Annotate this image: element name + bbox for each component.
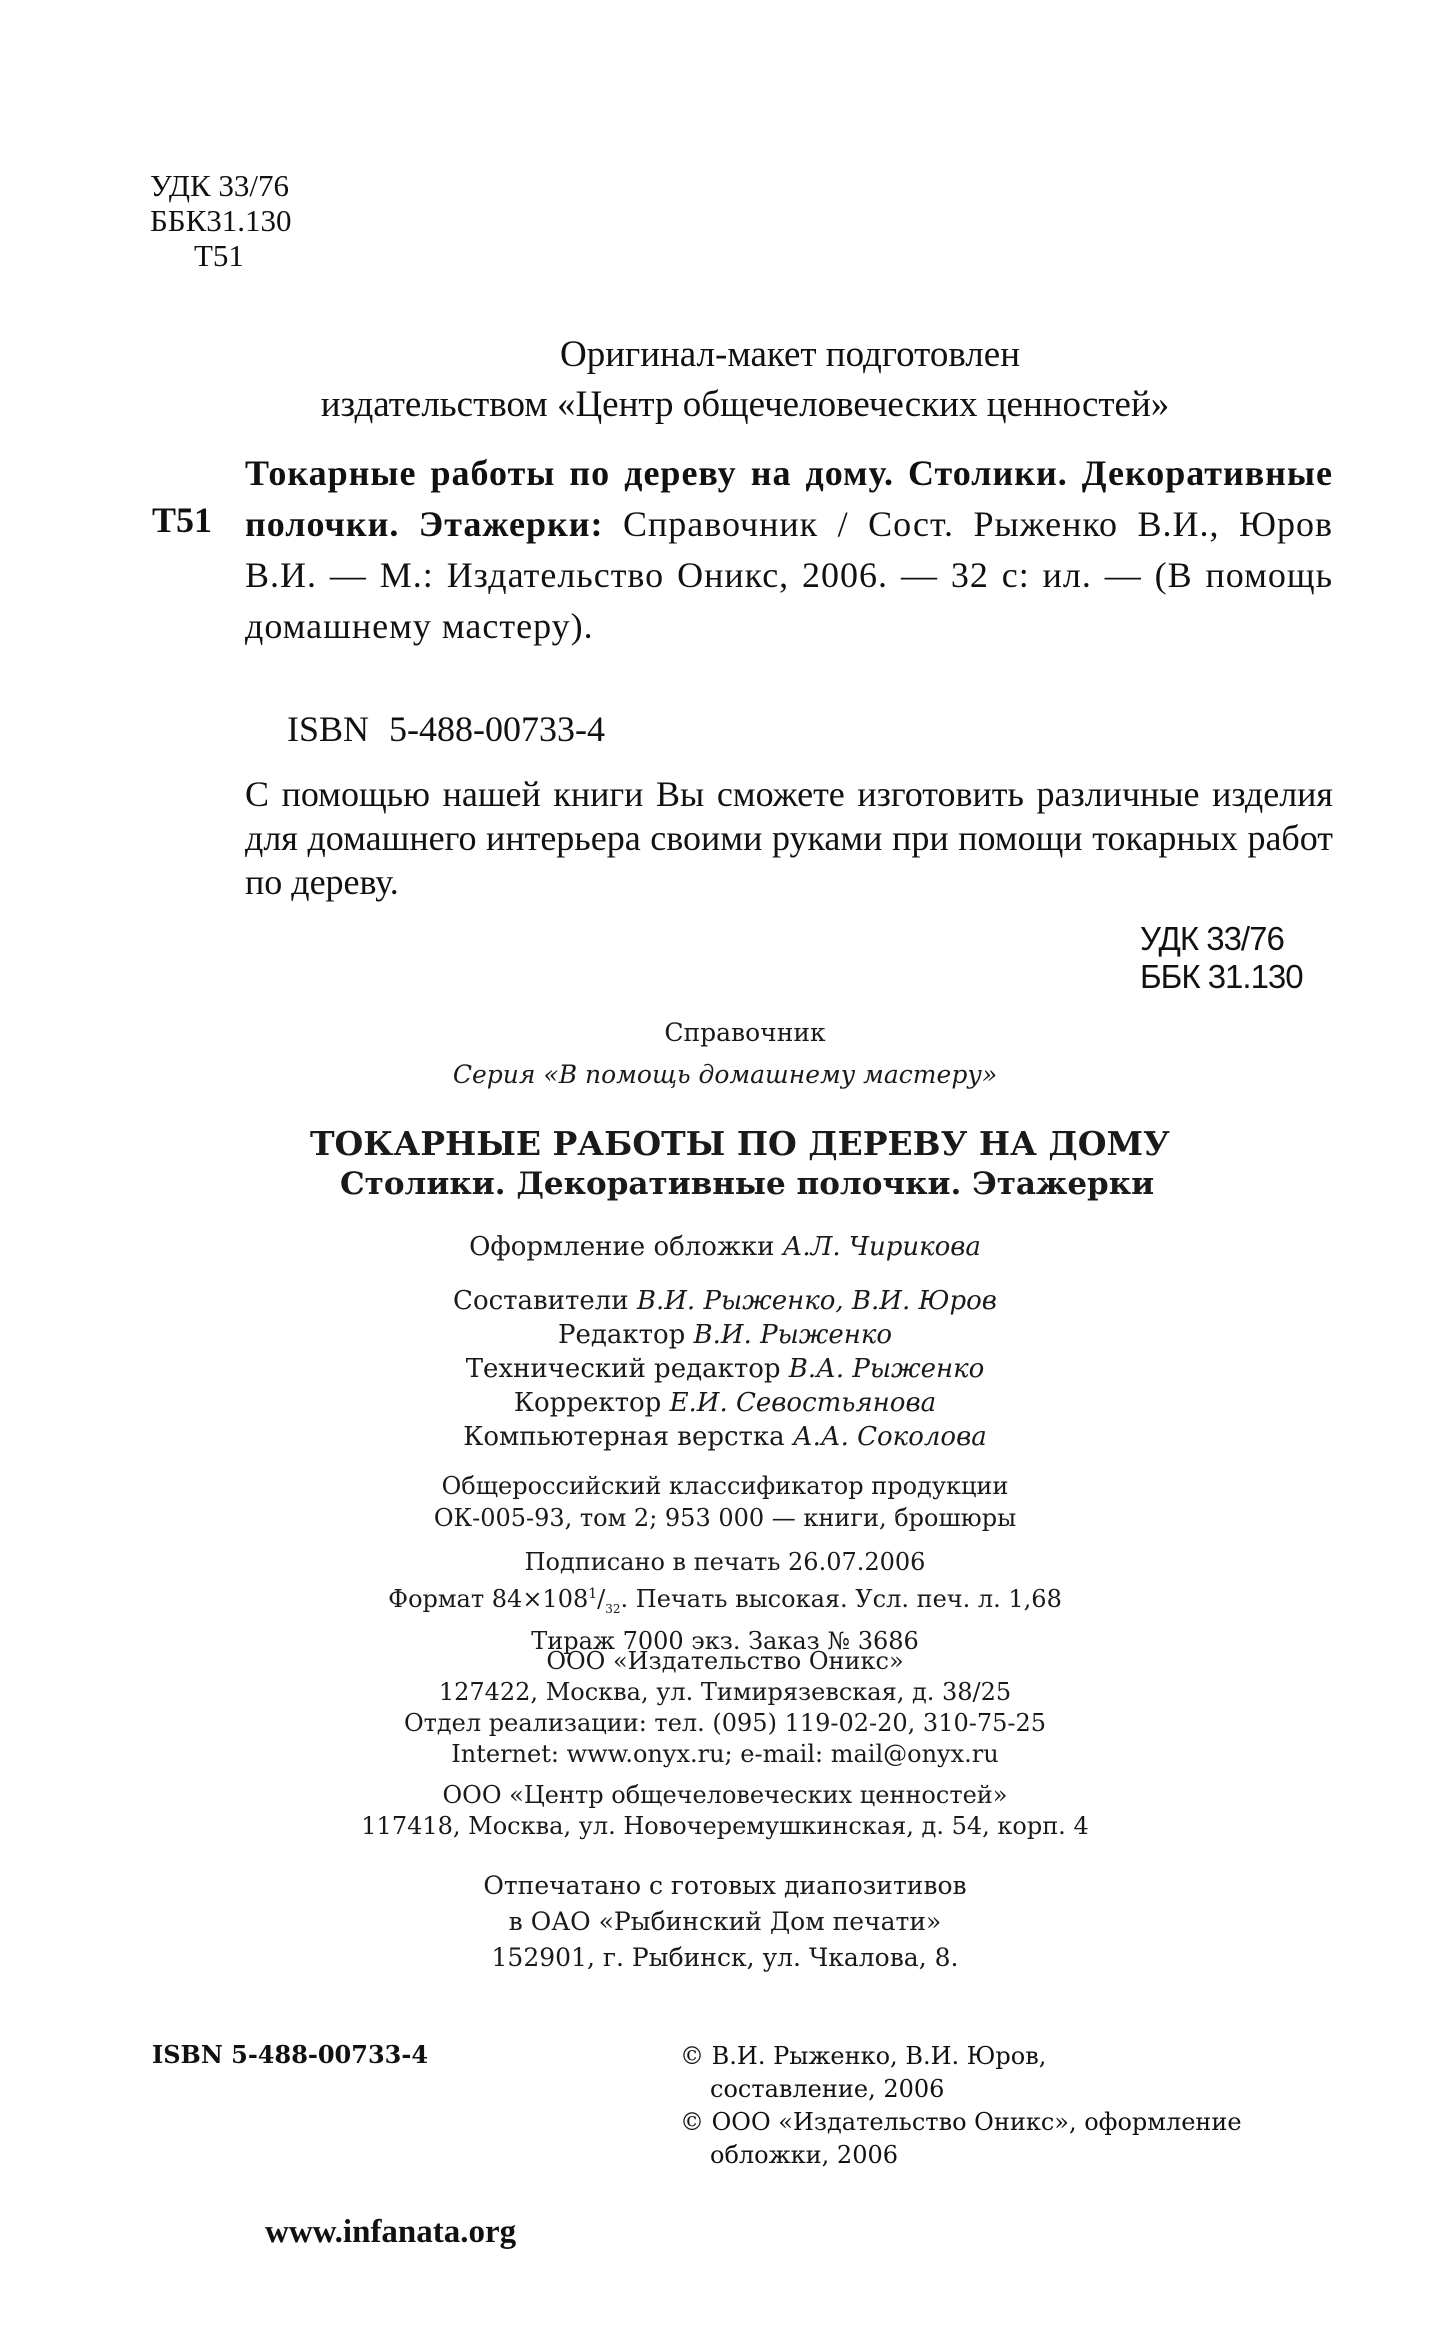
classification-block	[150, 168, 292, 273]
annotation	[245, 772, 1333, 904]
udk-code-repeat: УДК 33/76	[1140, 920, 1284, 957]
isbn-line	[287, 708, 605, 750]
publisher-address: 127422, Москва, ул. Тимирязевская, д. 38/25	[438, 1678, 1012, 1706]
book-title-bold: Токарные работы по дереву на дому. Столики. Декоративные полочки. Этажерки:	[245, 453, 1333, 544]
printer-block	[0, 1868, 1450, 1976]
credit-compilers: Составители В.И. Рыженко, В.И. Юров	[453, 1286, 997, 1316]
credits-block	[0, 1230, 1450, 1454]
bibliographic-description	[245, 448, 1333, 652]
publisher-sales: Отдел реализации: тел. (095) 119-02-20, 310-75-25	[403, 1709, 1047, 1737]
credit-cover: Оформление обложки А.Л. Чирикова	[469, 1232, 981, 1262]
format-line: Формат $84\times 108^1/_{32}$. Печать высокая. Усл. печ. л. 1,68	[388, 1585, 1062, 1616]
annotation-text: С помощью нашей книги Вы сможете изготовить различные изделия для домашнего интерьера своими руками при помощи токарных работ по дереву.	[245, 774, 1333, 902]
bbk-code: ББК31.130	[150, 203, 292, 238]
publisher-internet: Internet: www.onyx.ru; e-mail: mail@onyx.ru	[451, 1740, 999, 1768]
original-layout-line2: издательством «Центр общечеловеческих ценностей»	[320, 384, 1170, 425]
printer-line3: 152901, г. Рыбинск, ул. Чкалова, 8.	[491, 1943, 959, 1972]
imprint-genre: Справочник	[664, 1018, 826, 1047]
original-layout-note	[0, 330, 1450, 430]
classifier-line2: ОК-005-93, том 2; 953 000 — книги, брошюры	[433, 1504, 1017, 1532]
publisher-name: ООО «Издательство Оникс»	[546, 1647, 904, 1675]
publisher-block	[0, 1646, 1450, 1842]
center-name: ООО «Центр общечеловеческих ценностей»	[442, 1781, 1008, 1809]
author-sign: Т51	[194, 238, 244, 273]
copyright1-line1: © В.И. Рыженко, В.И. Юров,	[680, 2042, 1047, 2070]
credit-editor: Редактор В.И. Рыженко	[557, 1320, 893, 1350]
credit-proofreader: Корректор Е.И. Севостьянова	[513, 1388, 937, 1418]
center-address: 117418, Москва, ул. Новочеремушкинская, д. 54, корп. 4	[361, 1812, 1089, 1840]
print-info	[0, 1546, 1450, 1657]
classifier-line1: Общероссийский классификатор продукции	[441, 1472, 1009, 1500]
imprint-subtitle: Столики. Декоративные полочки. Этажерки	[340, 1166, 1155, 1202]
copyright2-line2: обложки, 2006	[710, 2141, 899, 2169]
product-classifier	[0, 1470, 1450, 1534]
run-order: Тираж 7000 экз. Заказ № 3686	[531, 1626, 919, 1655]
original-layout-line1: Оригинал-макет подготовлен	[560, 334, 1020, 375]
copyright1-line2: составление, 2006	[710, 2075, 945, 2103]
udk-code: УДК 33/76	[150, 168, 290, 203]
bibliographic-rest: Справочник / Сост. Рыженко В.И., Юров В.И. — М.: Издательство Оникс, 2006. — 32 с: ил. — (В помощь домашнему мастеру).	[245, 504, 1333, 646]
printer-line2: в ОАО «Рыбинский Дом печати»	[508, 1907, 942, 1936]
signed-date: Подписано в печать 26.07.2006	[524, 1548, 926, 1576]
copyright-block	[680, 2040, 1242, 2172]
copyright2-line1: © ООО «Издательство Оникс», оформление	[680, 2108, 1242, 2136]
credit-layout: Компьютерная верстка А.А. Соколова	[463, 1422, 987, 1452]
isbn-number: 5-488-00733-4	[389, 709, 605, 749]
bbk-code-repeat: ББК 31.130	[1140, 958, 1303, 995]
credit-tech-editor: Технический редактор В.А. Рыженко	[465, 1354, 985, 1384]
footer-isbn: ISBN 5-488-00733-4	[152, 2040, 429, 2069]
index-code: Т51	[152, 500, 213, 540]
isbn-label: ISBN	[287, 709, 370, 749]
website-link[interactable]: www.infanata.org	[265, 2214, 517, 2250]
imprint-title: ТОКАРНЫЕ РАБОТЫ ПО ДЕРЕВУ НА ДОМУ	[310, 1124, 1170, 1163]
printer-line1: Отпечатано с готовых диапозитивов	[483, 1871, 967, 1900]
classification-repeat	[1140, 920, 1303, 996]
imprint-series: Серия «В помощь домашнему мастеру»	[452, 1060, 998, 1089]
